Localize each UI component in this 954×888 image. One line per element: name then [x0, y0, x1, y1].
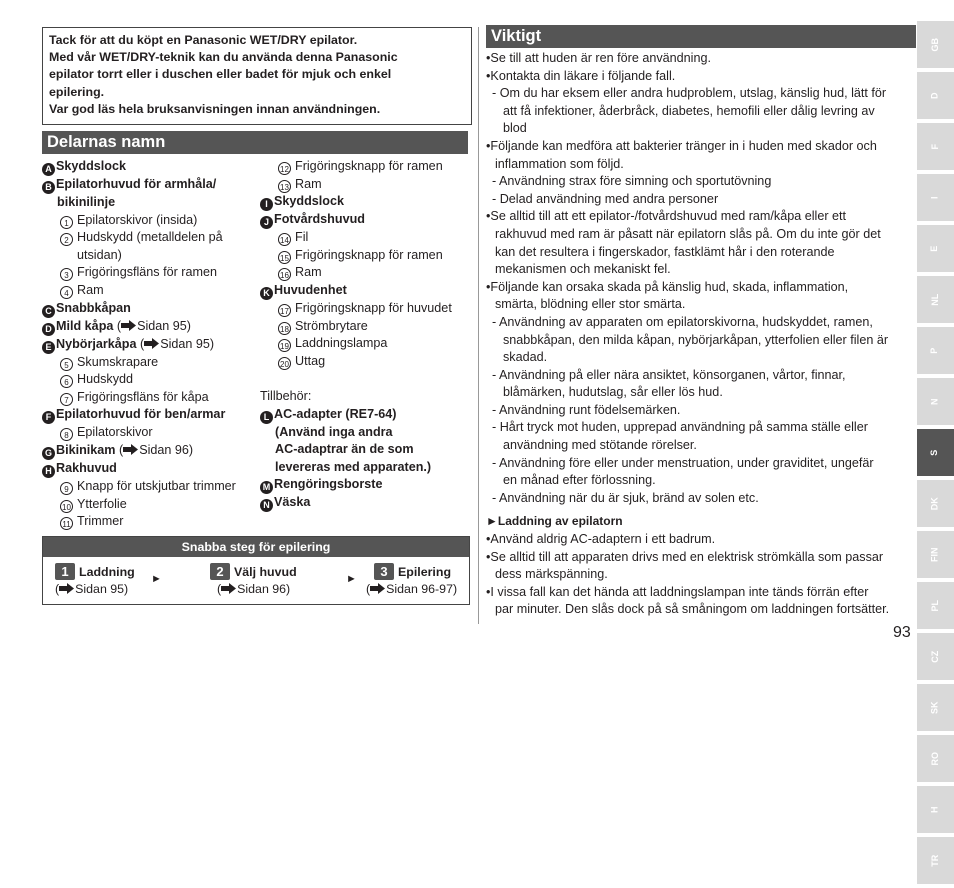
page-arrow-icon — [370, 583, 386, 594]
important-line: - Om du har eksem eller andra hudproblem, utslag, känslig hud, lätt för — [492, 86, 887, 101]
parts-heading: Delarnas namn — [42, 131, 468, 154]
important-line: snabbkåpan, den milda kåpan, nybörjarkåpan, ytterfolien eller filen är — [503, 332, 889, 347]
step-ref: Sidan 95) — [75, 582, 129, 596]
important-line: Se till att huden är ren före användning. — [490, 51, 711, 65]
tab-label: CZ — [929, 650, 940, 663]
bullet: • — [486, 68, 491, 83]
important-list — [486, 50, 916, 619]
step-separator-icon: ► — [151, 573, 162, 585]
part-7: Frigöringsfläns för kåpa — [77, 389, 209, 404]
tab-fin[interactable] — [917, 531, 954, 578]
page-arrow-icon — [221, 583, 237, 594]
tab-label: SK — [929, 701, 940, 714]
part-6: Hudskydd — [77, 372, 134, 387]
label-i: I — [260, 198, 273, 211]
tab-dk[interactable] — [917, 480, 954, 527]
intro-line: Med vår WET/DRY-teknik kan du använda denna Panasonic — [49, 50, 398, 65]
part-8: Epilatorskivor — [77, 425, 153, 440]
part-1: Epilatorskivor (insida) — [77, 212, 198, 227]
part-9: Knapp för utskjutbar trimmer — [77, 478, 236, 493]
part-k: Huvudenhet — [274, 282, 347, 297]
bullet: • — [486, 549, 491, 564]
part-d-ref: Sidan 95) — [137, 318, 192, 333]
important-line: att få infektioner, åderbråck, diabetes, hemofili eller dålig levring av — [503, 103, 875, 118]
step-separator-icon: ► — [346, 573, 357, 585]
tab-label: TR — [929, 854, 940, 867]
important-line: - Hårt tryck mot huden, upprepad användning på samma ställe eller — [492, 420, 868, 435]
part-15: Frigöringsknapp för ramen — [295, 247, 443, 262]
quick-step-3 — [366, 563, 457, 598]
important-line: - Användning runt födelsemärken. — [492, 402, 681, 417]
intro-line: epilator torrt eller i duschen eller badet för mjuk och enkel — [49, 67, 392, 82]
important-line: smärta, blödning eller stor smärta. — [495, 297, 686, 312]
part-e-ref: Sidan 95) — [160, 336, 215, 351]
num-6: 6 — [60, 375, 73, 388]
important-line: Kontakta din läkare i följande fall. — [490, 68, 676, 83]
part-i: Skyddslock — [274, 194, 344, 209]
important-line: Följande kan orsaka skada på känslig hud, skada, inflammation, — [490, 279, 849, 294]
bullet: • — [486, 279, 491, 294]
tab-label: PL — [929, 599, 940, 612]
ref-open: ( — [115, 442, 124, 457]
quick-steps-box — [42, 536, 470, 605]
label-l: L — [260, 411, 273, 424]
part-l: AC-adapter (RE7-64) — [274, 406, 397, 421]
num-10: 10 — [60, 500, 73, 513]
tab-pl[interactable] — [917, 582, 954, 629]
tab-label: S — [929, 449, 940, 456]
important-line: - Användning strax före simning och sportutövning — [492, 174, 772, 189]
tab-tr[interactable] — [917, 837, 954, 884]
charging-line: par minuter. Den slås dock på så småningom om laddningen fortsätter. — [495, 602, 890, 617]
bullet: • — [486, 209, 491, 224]
part-4: Ram — [77, 282, 104, 297]
important-line: Se alltid till att ett epilator-/fotvårdshuvud med ram/kåpa eller ett — [490, 209, 847, 224]
ref-open: ( — [217, 582, 222, 596]
num-12: 12 — [278, 162, 291, 175]
part-18: Strömbrytare — [295, 318, 368, 333]
part-12: Frigöringsknapp för ramen — [295, 159, 443, 173]
part-e: Nybörjarkåpa — [56, 336, 137, 351]
step-number: 2 — [210, 563, 230, 580]
charging-heading: Laddning av epilatorn — [497, 514, 623, 529]
num-19: 19 — [278, 339, 291, 352]
tab-label: GB — [929, 37, 940, 52]
page-arrow-icon — [123, 444, 139, 455]
tab-p[interactable] — [917, 327, 954, 374]
column-divider — [478, 27, 479, 624]
part-c: Snabbkåpan — [56, 300, 131, 315]
triangle-icon: ► — [486, 514, 498, 529]
ref-open: ( — [55, 582, 60, 596]
label-g: G — [42, 447, 55, 460]
parts-list-left — [42, 158, 257, 531]
tab-ro[interactable] — [917, 735, 954, 782]
num-8: 8 — [60, 428, 73, 441]
intro-line: epilering. — [49, 84, 105, 99]
num-3: 3 — [60, 268, 73, 281]
label-c: C — [42, 305, 55, 318]
important-line: användning med stötande rörelser. — [503, 438, 697, 453]
label-j: J — [260, 216, 273, 229]
tab-label: NL — [929, 293, 940, 306]
num-9: 9 — [60, 482, 73, 495]
important-line: skadad. — [503, 350, 548, 365]
num-7: 7 — [60, 393, 73, 406]
tab-cz[interactable] — [917, 633, 954, 680]
part-m: Rengöringsborste — [274, 477, 383, 492]
step-label: Välj huvud — [234, 565, 297, 579]
important-line: inflammation som följd. — [495, 156, 624, 171]
step-ref: Sidan 96-97) — [386, 582, 458, 596]
important-line: - Användning av apparaten om epilatorskivorna, hudskyddet, ramen, — [492, 314, 873, 329]
num-14: 14 — [278, 233, 291, 246]
page-number: 93 — [893, 624, 911, 641]
part-20: Uttag — [295, 353, 326, 368]
tab-i[interactable] — [917, 174, 954, 221]
tab-h[interactable] — [917, 786, 954, 833]
num-11: 11 — [60, 517, 73, 530]
step-label: Epilering — [398, 565, 452, 579]
tab-sk[interactable] — [917, 684, 954, 731]
num-2: 2 — [60, 233, 73, 246]
important-line: - Användning när du är sjuk, bränd av solen etc. — [492, 490, 759, 505]
label-b: B — [42, 181, 55, 194]
step-number: 1 — [55, 563, 75, 580]
important-line: Följande kan medföra att bakterier tränger in i huden med skador och — [490, 138, 877, 153]
charging-line: Se alltid till att apparaten drivs med en elektrisk strömkälla som passar — [490, 549, 884, 564]
page-arrow-icon — [59, 583, 75, 594]
important-line: mekanismen och mekaniskt fel. — [495, 262, 671, 277]
bullet: • — [486, 51, 491, 65]
label-k: K — [260, 287, 273, 300]
part-5: Skumskrapare — [77, 354, 159, 369]
num-13: 13 — [278, 180, 291, 193]
page-arrow-icon — [144, 338, 160, 349]
tab-d[interactable] — [917, 72, 954, 119]
tab-label: D — [929, 92, 940, 99]
step-label: Laddning — [79, 565, 135, 579]
part-3: Frigöringsfläns för ramen — [77, 265, 217, 280]
important-line: - Delad användning med andra personer — [492, 191, 719, 206]
intro-line: Tack för att du köpt en Panasonic WET/DRY epilator. — [49, 33, 358, 47]
tab-n[interactable] — [917, 378, 954, 425]
part-d: Mild kåpa — [56, 318, 114, 333]
important-line: rakhuvud med ram är påsatt när epilatorn slås på. Om du inte gör det — [495, 226, 881, 241]
important-line: blåmärken, hudutslag, sår eller lös hud. — [503, 385, 723, 400]
intro-box — [42, 27, 472, 125]
part-16: Ram — [295, 265, 322, 280]
part-11: Trimmer — [77, 514, 124, 529]
ref-open: ( — [136, 336, 145, 351]
label-m: M — [260, 481, 273, 494]
important-line: - Användning på eller nära ansiktet, könsorganen, vårtor, finnar, — [492, 367, 846, 382]
ref-open: ( — [366, 582, 371, 596]
tab-label: P — [929, 347, 940, 354]
part-f: Epilatorhuvud för ben/armar — [56, 407, 226, 422]
tab-label: F — [929, 143, 940, 150]
language-tabs — [917, 21, 954, 888]
tab-f[interactable] — [917, 123, 954, 170]
part-j: Fotvårdshuvud — [274, 212, 365, 227]
charging-line: Använd aldrig AC-adaptern i ett badrum. — [490, 532, 716, 547]
label-h: H — [42, 465, 55, 478]
bullet: • — [486, 584, 491, 599]
bullet: • — [486, 138, 491, 153]
step-number: 3 — [374, 563, 394, 580]
part-b: Epilatorhuvud för armhåla/ — [56, 177, 217, 191]
part-l-note: (Använd inga andra — [275, 424, 393, 439]
part-2: Hudskydd (metalldelen på — [77, 230, 223, 245]
label-e: E — [42, 341, 55, 354]
quick-step-1 — [55, 563, 135, 598]
part-b-cont: bikinilinje — [57, 195, 116, 209]
num-20: 20 — [278, 357, 291, 370]
num-4: 4 — [60, 286, 73, 299]
parts-list-right — [260, 158, 475, 512]
page-arrow-icon — [121, 320, 137, 331]
tab-label: RO — [929, 751, 940, 766]
part-19: Laddningslampa — [295, 336, 388, 351]
accessories-label: Tillbehör: — [260, 388, 312, 403]
part-10: Ytterfolie — [77, 496, 127, 511]
part-g-ref: Sidan 96) — [139, 442, 194, 457]
important-line: kan det resultera i fingerskador, fastklämt hår i den roterande — [495, 244, 835, 259]
quick-steps-title: Snabba steg för epilering — [43, 537, 469, 557]
tab-nl[interactable] — [917, 276, 954, 323]
part-l-note: AC-adaptrar än de som — [275, 442, 414, 457]
important-line: - Användning före eller under menstruation, under graviditet, ungefär — [492, 455, 874, 470]
important-line: blod — [503, 121, 527, 136]
charging-line: dess märkspänning. — [495, 567, 608, 582]
part-g: Bikinikam — [56, 442, 116, 457]
intro-line: Var god läs hela bruksanvisningen innan användningen. — [49, 101, 381, 116]
quick-step-2 — [210, 563, 297, 598]
num-1: 1 — [60, 216, 73, 229]
label-a: A — [42, 163, 55, 176]
bullet: • — [486, 532, 491, 547]
part-a: Skyddslock — [56, 159, 126, 173]
tab-gb[interactable] — [917, 21, 954, 68]
label-n: N — [260, 499, 273, 512]
tab-label: E — [929, 245, 940, 252]
important-heading: Viktigt — [486, 25, 916, 48]
num-5: 5 — [60, 358, 73, 371]
num-18: 18 — [278, 322, 291, 335]
important-line: en månad efter förlossning. — [503, 473, 656, 488]
num-15: 15 — [278, 251, 291, 264]
part-h: Rakhuvud — [56, 460, 117, 475]
num-16: 16 — [278, 268, 291, 281]
charging-line: I vissa fall kan det hända att laddningslampan inte tänds förrän efter — [490, 584, 869, 599]
tab-label: H — [929, 806, 940, 813]
part-13: Ram — [295, 176, 322, 191]
part-14: Fil — [295, 230, 309, 245]
tab-e[interactable] — [917, 225, 954, 272]
part-17: Frigöringsknapp för huvudet — [295, 300, 452, 315]
tab-label: N — [929, 398, 940, 405]
tab-label: FIN — [929, 547, 940, 562]
ref-open: ( — [113, 318, 122, 333]
tab-s[interactable] — [917, 429, 954, 476]
part-2-cont: utsidan) — [77, 247, 122, 262]
label-d: D — [42, 323, 55, 336]
part-n: Väska — [274, 495, 311, 510]
tab-label: DK — [929, 497, 940, 511]
tab-label: I — [929, 196, 940, 199]
label-f: F — [42, 411, 55, 424]
step-ref: Sidan 96) — [237, 582, 291, 596]
part-l-note: levereras med apparaten.) — [275, 459, 432, 474]
num-17: 17 — [278, 304, 291, 317]
